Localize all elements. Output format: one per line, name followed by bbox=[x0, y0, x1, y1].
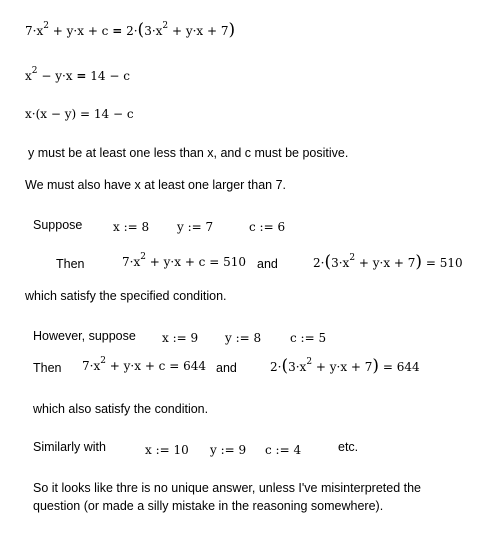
then-label-2: Then bbox=[33, 361, 62, 375]
conclusion-2: which also satisfy the condition. bbox=[33, 402, 209, 416]
assign-y-1: y := 7 bbox=[177, 220, 214, 234]
assign-x-3: x := 10 bbox=[145, 443, 189, 457]
expr-left-1: $7\cdot x^2 + y\cdot x + c = 510$ bbox=[122, 252, 246, 269]
assign-y-2: y := 8 bbox=[225, 331, 262, 345]
statement-1: y must be at least one less than x, and c must be positive. bbox=[28, 146, 349, 160]
however-suppose-label: However, suppose bbox=[33, 329, 136, 343]
equation-2: $x^2 - y\cdot x = 14 - c$ bbox=[25, 66, 130, 83]
similarly-label: Similarly with bbox=[33, 440, 106, 454]
then-label-1: Then bbox=[56, 257, 85, 271]
statement-2: We must also have x at least one larger than 7. bbox=[25, 178, 287, 192]
assign-x-1: x := 8 bbox=[113, 220, 150, 234]
conclusion-1: which satisfy the specified condition. bbox=[25, 289, 227, 303]
equation-1: $7\cdot x^2 + y\cdot x + c = 2\cdot(3\cdot x^2 + y\cdot x + 7)$ bbox=[25, 20, 236, 40]
closing-paragraph: So it looks like thre is no unique answer, unless I've misinterpreted the question (or made a silly mistake in the reasoning somewhere). bbox=[33, 481, 422, 513]
and-label-2: and bbox=[216, 361, 237, 375]
expr-right-1: $2\cdot(3\cdot x^2 + y\cdot x + 7) = 510$ bbox=[313, 252, 463, 272]
assign-y-3: y := 9 bbox=[210, 443, 247, 457]
expr-left-2: $7\cdot x^2 + y\cdot x + c = 644$ bbox=[82, 356, 206, 373]
expr-right-2: $2\cdot(3\cdot x^2 + y\cdot x + 7) = 644$ bbox=[270, 356, 420, 376]
assign-x-2: x := 9 bbox=[162, 331, 199, 345]
etc-label: etc. bbox=[338, 440, 359, 454]
equation-3: x·(x − y) = 14 − c bbox=[25, 107, 134, 121]
assign-c-3: c := 4 bbox=[265, 443, 302, 457]
and-label-1: and bbox=[257, 257, 278, 271]
suppose-label: Suppose bbox=[33, 218, 83, 232]
assign-c-2: c := 5 bbox=[290, 331, 327, 345]
assign-c-1: c := 6 bbox=[249, 220, 286, 234]
